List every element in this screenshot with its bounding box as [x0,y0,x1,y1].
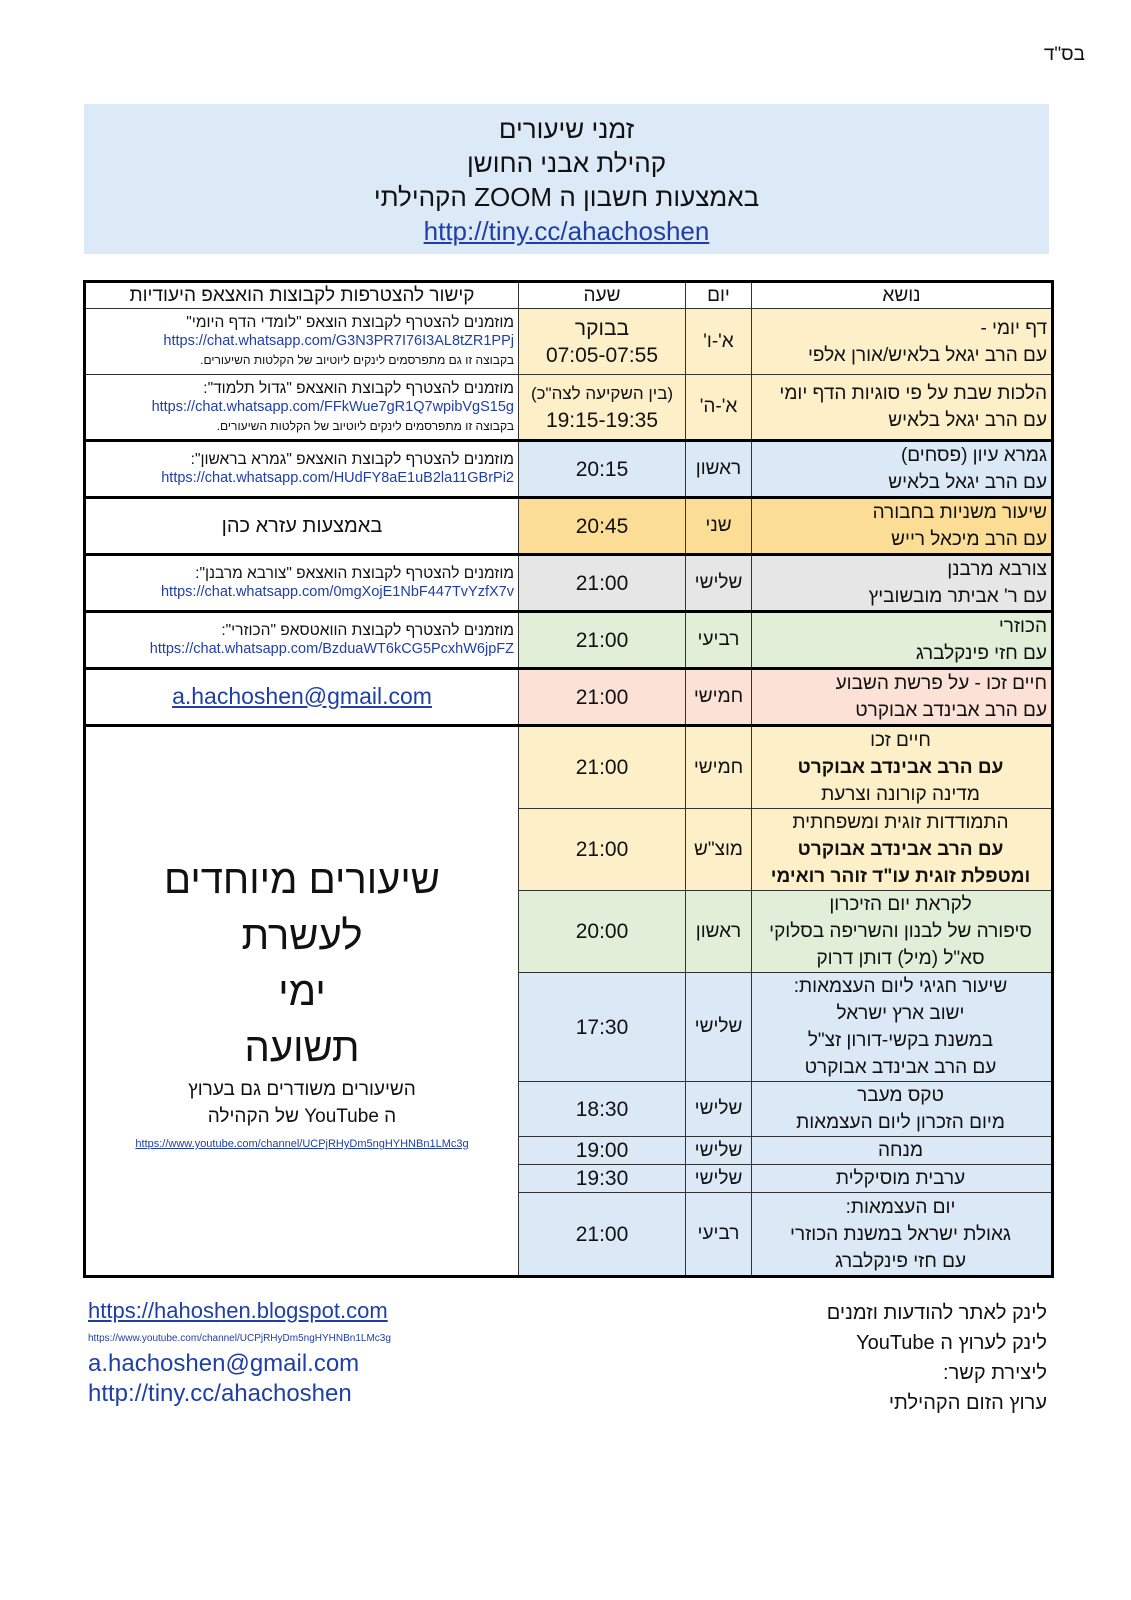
row-time: 21:00 [519,726,686,809]
row-topic [752,726,1053,809]
row-time: 21:00 [519,809,686,891]
table-header-row [85,282,1053,309]
row-topic [752,441,1053,498]
link-note: בקבוצה זו מתפרסמים לינקים ליוטיוב של הקלטות השיעורים. [216,418,514,433]
link-invite-text: מוזמנים להצטרף לקבוצת הואצאפ "גמרא בראשון": [190,451,514,468]
footer-label-site: לינק לאתר להודעות וזמנים [826,1302,1047,1324]
topic-line: גאולת ישראל במשנת הכוזרי [790,1223,1011,1245]
zoom-footer-link[interactable]: http://tiny.cc/ahachoshen [88,1380,352,1407]
row-day: שלישי [686,1137,752,1165]
row-topic [752,1137,1053,1165]
topic-line: עם הרב מיכאל רייש [891,529,1047,550]
topic-line: הלכות שבת על פי סוגיות הדף יומי [779,383,1047,404]
whatsapp-link[interactable]: https://chat.whatsapp.com/0mgXojE1NbF447TvYzfX7v [160,584,514,600]
row-topic [752,669,1053,726]
row-day: שלישי [686,1165,752,1193]
whatsapp-link[interactable]: https://chat.whatsapp.com/BzduaWT6kCG5PcxhW6jpFZ [149,641,514,657]
special-lessons-block [85,726,519,1277]
topic-line: עם הרב אבינדב אבוקרט [797,757,1004,778]
link-invite-text: מוזמנים להצטרף לקבוצת הואצאפ "צורבא מרבנן": [195,565,514,582]
row-day: חמישי [686,669,752,726]
header-time: שעה [519,282,686,309]
header-title: זמני שיעורים [498,114,635,144]
row-time: 17:30 [519,973,686,1082]
time-line: 07:05-07:55 [545,343,659,367]
row-day: שלישי [686,555,752,612]
schedule-table [83,280,1054,1278]
row-time: 18:30 [519,1082,686,1137]
row-day: חמישי [686,726,752,809]
topic-line: עם הרב יגאל בלאיש [888,472,1047,493]
topic-line: חיים זכו - על פרשת השבוע [835,673,1047,694]
topic-line: עם הרב אבינדב אבוקרט [804,1057,997,1078]
footer-label-youtube: לינק לערוץ ה YouTube [856,1332,1047,1354]
table-row [85,498,1053,555]
link-invite-text: מוזמנים להצטרף לקבוצת הוואטסאפ "הכוזרי": [221,622,514,639]
topic-line: עם הרב אבינדב אבוקרט [797,839,1004,860]
row-day: א'-ה' [686,375,752,441]
row-topic [752,891,1053,973]
row-day: שני [686,498,752,555]
topic-line: עם הרב אבינדב אבוקרט [855,700,1047,721]
row-day: ראשון [686,441,752,498]
row-link [85,309,519,375]
table-row [85,309,1053,375]
special-title-line: תשועה [244,1026,360,1070]
special-subtitle: ה YouTube של הקהילה [207,1106,397,1127]
row-topic [752,1193,1053,1277]
page-header [84,104,1049,254]
row-time: 19:30 [519,1165,686,1193]
row-day: רביעי [686,1193,752,1277]
row-day: א'-ו' [686,309,752,375]
row-time: 20:00 [519,891,686,973]
row-link [85,555,519,612]
row-link: באמצעות עזרא כהן [85,498,519,555]
topic-line: ישוב ארץ ישראל [836,1003,965,1024]
table-row [85,612,1053,669]
row-day: מוצ"ש [686,809,752,891]
row-time: 21:00 [519,1193,686,1277]
youtube-link[interactable]: https://www.youtube.com/channel/UCPjRHyDm5ngHYHNBn1LMc3g [135,1138,469,1150]
row-time: 21:00 [519,612,686,669]
special-title-line: ימי [278,970,326,1014]
whatsapp-link[interactable]: https://chat.whatsapp.com/G3N3PR7I76I3AL8tZR1PPj [163,333,514,349]
row-time: 21:00 [519,555,686,612]
row-time [519,375,686,441]
time-line: בבוקר [574,316,630,340]
header-zoom-note: באמצעות חשבון ה ZOOM הקהילתי [373,182,760,212]
row-time: 19:00 [519,1137,686,1165]
time-line: 19:15-19:35 [545,409,659,432]
row-time: 20:45 [519,498,686,555]
link-invite-text: מוזמנים להצטרף לקבוצת הוצאפ "לומדי הדף היומי" [186,314,514,331]
email-footer-link[interactable]: a.hachoshen@gmail.com [88,1350,360,1377]
link-note: בקבוצה זו גם מתפרסמים לינקים ליוטיוב של הקלטות השיעורים. [200,353,514,367]
topic-line: במשנת בקשי-דורון זצ"ל [807,1030,994,1051]
table-row [85,669,1053,726]
topic-line: התמודדות זוגית ומשפחתית [792,812,1009,833]
row-topic [752,498,1053,555]
row-day: שלישי [686,973,752,1082]
topic-line: גמרא עיון (פסחים) [900,445,1047,466]
row-topic [752,1082,1053,1137]
topic-line: דף יומי - [980,317,1047,339]
topic-line: עם הרב יגאל בלאיש [888,410,1047,431]
row-time: 21:00 [519,669,686,726]
header-link: קישור להצטרפות לקבוצות הואצאפ היעודיות [85,282,519,309]
row-topic [752,809,1053,891]
youtube-footer-link[interactable]: https://www.youtube.com/channel/UCPjRHyDm5ngHYHNBn1LMc3g [88,1333,391,1344]
whatsapp-link[interactable]: https://chat.whatsapp.com/FFkWue7gR1Q7wpibVgS15g [151,398,514,415]
row-topic [752,973,1053,1082]
topic-line: יום העצמאות: [845,1196,956,1218]
topic-line: סא"ל (מיל) דותן דרוק [816,948,985,969]
special-title-line: שיעורים מיוחדים [164,858,440,902]
topic-line: מדינה קורונה וצרעת [821,784,980,805]
row-time [519,309,686,375]
footer-label-zoom: ערוץ הזום הקהילתי [888,1392,1047,1414]
topic-line: חיים זכו [870,730,931,751]
topic-line: סיפורה של לבנון והשריפה בסלוקי [769,921,1032,942]
topic-line: שיעור חגיגי ליום העצמאות: [793,976,1008,997]
link-invite-text: מוזמנים להצטרף לקבוצת הואצאפ "גדול תלמוד": [203,379,514,397]
row-link [85,612,519,669]
special-subtitle: השיעורים משודרים גם בערוץ [188,1079,416,1100]
topic-line: שיעור משניות בחבורה [872,502,1047,523]
time-line: (בין השקיעה לצה"כ) [530,384,674,403]
table-row [85,375,1053,441]
header-community: קהילת אבני החושן [466,148,667,178]
topic-line: צורבא מרבנן [947,559,1047,580]
footer-labels [827,1298,1047,1418]
header-day: יום [686,282,752,309]
topic-line: עם ר' אביתר מובשוביץ [868,586,1047,607]
topic-line: עם חזי פינקלברג [834,1250,967,1272]
footer-links [88,1298,391,1410]
row-day: ראשון [686,891,752,973]
header-topic: נושא [752,282,1053,309]
table-row [85,555,1053,612]
email-link[interactable]: a.hachoshen@gmail.com [172,682,432,709]
special-title-line: לעשרת [241,914,363,958]
topic-line: מנחה [878,1140,923,1161]
row-topic [752,375,1053,441]
topic-line: מיום הזכרון ליום העצמאות [796,1112,1005,1133]
topic-line: לקראת יום הזיכרון [829,894,972,915]
topic-line: טקס מעבר [857,1085,944,1106]
row-day: רביעי [686,612,752,669]
header-zoom-link[interactable]: http://tiny.cc/ahachoshen [423,216,710,246]
topic-line: ומטפלת זוגית עו"ד זוהר רואימי [770,866,1031,887]
row-link [85,375,519,441]
row-topic [752,555,1053,612]
footer-label-email: ליצירת קשר: [943,1362,1047,1384]
topic-line: הכוזרי [998,616,1047,637]
topic-line: עם הרב יגאל בלאיש/אורן אלפי [807,344,1047,366]
row-time: 20:15 [519,441,686,498]
row-link [85,669,519,726]
table-row [85,441,1053,498]
topic-line: עם חזי פינקלברג [915,643,1047,664]
bsd-mark: בס"ד [1043,44,1085,65]
whatsapp-link[interactable]: https://chat.whatsapp.com/HUdFY8aE1uB2la11GBrPi2 [161,470,514,486]
topic-line: ערבית מוסיקלית [835,1168,966,1189]
row-topic [752,1165,1053,1193]
row-day: שלישי [686,1082,752,1137]
row-topic [752,612,1053,669]
blog-link[interactable]: https://hahoshen.blogspot.com [88,1298,388,1323]
row-link [85,441,519,498]
table-row [85,726,1053,809]
row-topic [752,309,1053,375]
